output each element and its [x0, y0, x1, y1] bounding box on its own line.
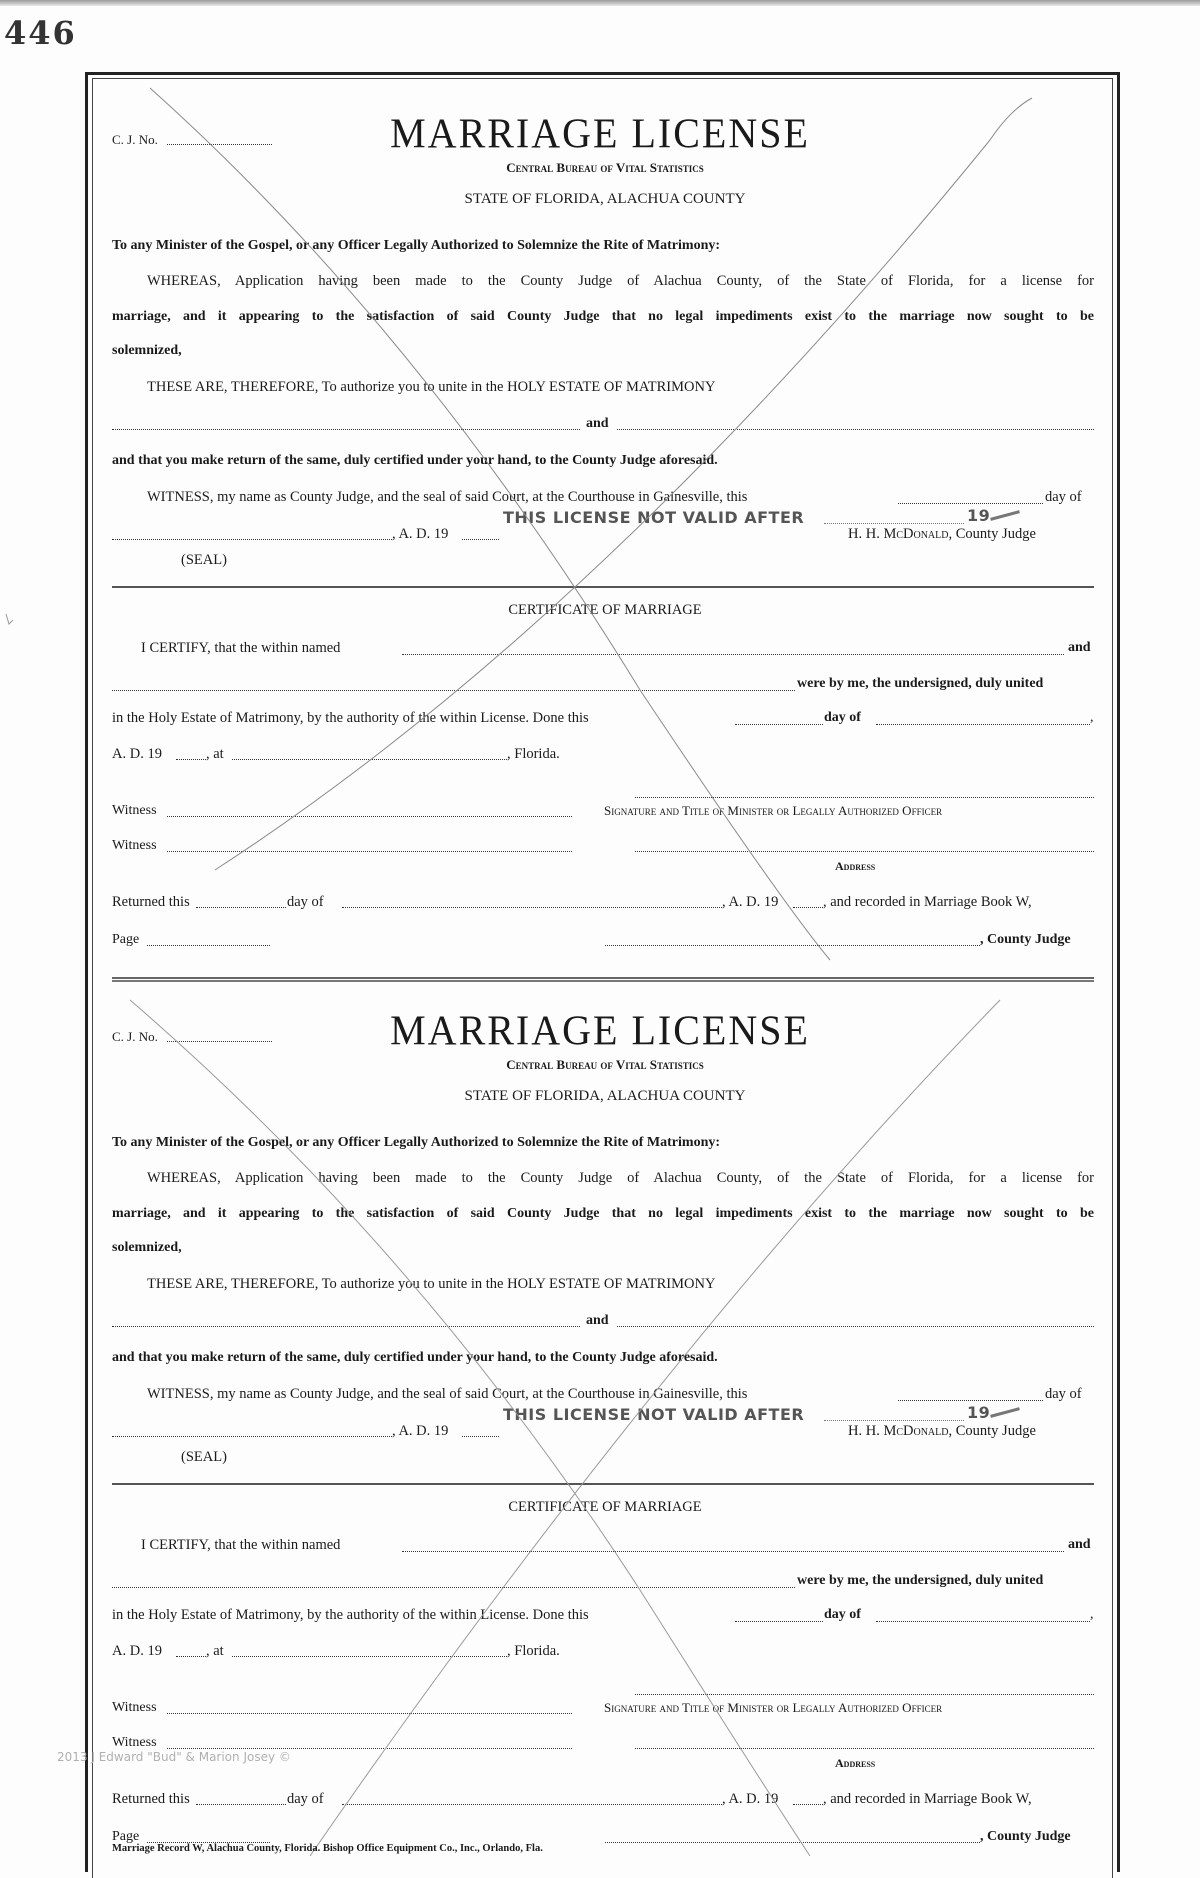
salutation: To any Minister of the Gospel, or any Officer Legally Authorized to Solemnize the Rite of Matrimony: [112, 1135, 721, 1150]
cert-florida: , Florida. [507, 746, 560, 762]
county-judge-label: , County Judge [980, 932, 1071, 947]
bride-name-field[interactable] [617, 429, 1094, 430]
returned-ad: , A. D. 19 [722, 1791, 779, 1807]
bride-name-field[interactable] [617, 1326, 1094, 1327]
witness-1-label: Witness [112, 803, 157, 818]
cert-ad-year: A. D. 19 [112, 746, 162, 762]
returned-this: Returned this [112, 894, 190, 910]
witness-1-field[interactable] [167, 1713, 572, 1714]
whereas-line-2: marriage, and it appearing to the satisfaction of said County Judge that no legal impediments exist to the marriage now sought to be [112, 309, 1094, 324]
witness-2-field[interactable] [167, 851, 572, 852]
page-number: 446 [4, 14, 77, 52]
ad-year-field[interactable] [462, 539, 499, 540]
stamp-scribble [990, 1407, 1020, 1418]
certificate-title: CERTIFICATE OF MARRIAGE [508, 602, 702, 618]
judge-title: , County Judge [948, 526, 1036, 542]
whereas-line-1: WHEREAS, Application having been made to the County Judge of Alachua County, of the State of Florida, for a license for [147, 1170, 1094, 1186]
returned-year-field[interactable] [793, 1804, 823, 1805]
returned-this: Returned this [112, 1791, 190, 1807]
cert-ad-year: A. D. 19 [112, 1643, 162, 1659]
address-caption: Address [835, 859, 876, 873]
license-separator [112, 977, 1094, 982]
certify-and: and [1068, 1537, 1091, 1552]
page-label: Page [112, 1829, 140, 1844]
validity-stamp: THIS LICENSE NOT VALID AFTER [503, 1405, 805, 1424]
cj-number-label: C. J. No. [112, 1029, 158, 1044]
groom-name-field[interactable] [112, 1326, 580, 1327]
done-comma: , [1090, 710, 1094, 725]
officer-signature-field[interactable] [635, 1694, 1094, 1695]
witness-day-field[interactable] [898, 1400, 1043, 1401]
certify-statement: I CERTIFY, that the within named [141, 1537, 341, 1553]
license-title: MARRIAGE LICENSE [390, 109, 810, 158]
witness-month-field[interactable] [112, 539, 392, 540]
license-title: MARRIAGE LICENSE [390, 1006, 810, 1055]
done-month-field[interactable] [876, 724, 1090, 725]
officer-address-field[interactable] [635, 1748, 1094, 1749]
whereas-line-3: solemnized, [112, 1240, 182, 1255]
witness-day-field[interactable] [898, 503, 1043, 504]
cert-year-field[interactable] [176, 1656, 206, 1657]
judge-signature [848, 1423, 1036, 1440]
holy-estate-statement: in the Holy Estate of Matrimony, by the authority of the within License. Done this [112, 710, 589, 726]
witness-day-of: day of [1045, 489, 1082, 505]
cert-florida: , Florida. [507, 1643, 560, 1659]
done-day-of: day of [824, 1607, 861, 1622]
certify-name-field[interactable] [402, 654, 1064, 655]
address-caption: Address [835, 1756, 876, 1770]
certify-second-name-field[interactable] [112, 690, 795, 691]
recorded-in-book: , and recorded in Marriage Book W, [823, 894, 1032, 910]
ad-year-label: , A. D. 19 [392, 526, 449, 542]
return-instruction: and that you make return of the same, duly certified under your hand, to the County Judge aforesaid. [112, 1350, 718, 1365]
certify-second-name-field[interactable] [112, 1587, 795, 1588]
validity-stamp-year: 19 [967, 1403, 991, 1422]
validity-date-field[interactable] [824, 1420, 964, 1421]
page-label: Page [112, 932, 140, 947]
and-connector: and [586, 1313, 609, 1328]
cert-year-field[interactable] [176, 759, 206, 760]
groom-name-field[interactable] [112, 429, 580, 430]
witness-1-field[interactable] [167, 816, 572, 817]
validity-date-field[interactable] [824, 523, 964, 524]
validity-stamp-year: 19 [967, 506, 991, 525]
signature-caption: Signature and Title of Minister or Legally Authorized Officer [604, 1700, 943, 1715]
salutation: To any Minister of the Gospel, or any Officer Legally Authorized to Solemnize the Rite of Matrimony: [112, 238, 721, 253]
cert-place-field[interactable] [232, 1656, 507, 1657]
done-comma: , [1090, 1607, 1094, 1622]
done-day-of: day of [824, 710, 861, 725]
section-divider [112, 586, 1094, 588]
cj-number-label: C. J. No. [112, 132, 158, 147]
cert-at: , at [206, 746, 224, 762]
witness-2-label: Witness [112, 838, 157, 853]
certify-and: and [1068, 640, 1091, 655]
signature-caption: Signature and Title of Minister or Legally Authorized Officer [604, 803, 943, 818]
returned-day-of: day of [287, 894, 324, 910]
ad-year-field[interactable] [462, 1436, 499, 1437]
these-are-therefore: THESE ARE, THEREFORE, To authorize you to unite in the HOLY ESTATE OF MATRIMONY [147, 1276, 716, 1292]
witness-month-field[interactable] [112, 1436, 392, 1437]
judge-title: , County Judge [948, 1423, 1036, 1439]
officer-address-field[interactable] [635, 851, 1094, 852]
judge-name: H. H. McDonald [848, 1423, 949, 1439]
certify-name-field[interactable] [402, 1551, 1064, 1552]
officer-signature-field[interactable] [635, 797, 1094, 798]
done-day-field[interactable] [735, 1621, 823, 1622]
cert-place-field[interactable] [232, 759, 507, 760]
returned-day-of: day of [287, 1791, 324, 1807]
marriage-license-2 [0, 897, 1200, 1844]
witness-1-label: Witness [112, 1700, 157, 1715]
holy-estate-statement: in the Holy Estate of Matrimony, by the authority of the within License. Done this [112, 1607, 589, 1623]
ad-year-label: , A. D. 19 [392, 1423, 449, 1439]
recorded-in-book: , and recorded in Marriage Book W, [823, 1791, 1032, 1807]
section-divider [112, 1483, 1094, 1485]
copyright-watermark: 2013 J Edward "Bud" & Marion Josey © [57, 1750, 291, 1764]
witness-statement: WITNESS, my name as County Judge, and the seal of said Court, at the Courthouse in Gainesville, this [147, 1386, 748, 1402]
done-day-field[interactable] [735, 724, 823, 725]
witness-day-of: day of [1045, 1386, 1082, 1402]
seal-label: (SEAL) [181, 1449, 227, 1465]
judge-signature-field[interactable] [605, 1842, 980, 1843]
certify-statement: I CERTIFY, that the within named [141, 640, 341, 656]
stamp-scribble [990, 510, 1020, 521]
were-by-me: were by me, the undersigned, duly united [797, 676, 1044, 691]
seal-label: (SEAL) [181, 552, 227, 568]
whereas-line-3: solemnized, [112, 343, 182, 358]
return-instruction: and that you make return of the same, duly certified under your hand, to the County Judge aforesaid. [112, 453, 718, 468]
judge-signature [848, 526, 1036, 543]
whereas-line-1: WHEREAS, Application having been made to the County Judge of Alachua County, of the State of Florida, for a license for [147, 273, 1094, 289]
were-by-me: were by me, the undersigned, duly united [797, 1573, 1044, 1588]
judge-name: H. H. McDonald [848, 526, 949, 542]
done-month-field[interactable] [876, 1621, 1090, 1622]
certificate-title: CERTIFICATE OF MARRIAGE [508, 1499, 702, 1515]
whereas-line-2: marriage, and it appearing to the satisfaction of said County Judge that no legal impediments exist to the marriage now sought to be [112, 1206, 1094, 1221]
county-judge-label: , County Judge [980, 1829, 1071, 1844]
returned-month-field[interactable] [342, 1804, 722, 1805]
bureau-subtitle: Central Bureau of Vital Statistics [506, 1057, 704, 1072]
and-connector: and [586, 416, 609, 431]
these-are-therefore: THESE ARE, THEREFORE, To authorize you to unite in the HOLY ESTATE OF MATRIMONY [147, 379, 716, 395]
printer-footer: Marriage Record W, Alachua County, Florida. Bishop Office Equipment Co., Inc., Orlando, Fla. [112, 1843, 543, 1854]
validity-stamp: THIS LICENSE NOT VALID AFTER [503, 508, 805, 527]
witness-statement: WITNESS, my name as County Judge, and the seal of said Court, at the Courthouse in Gainesville, this [147, 489, 748, 505]
state-county: STATE OF FLORIDA, ALACHUA COUNTY [464, 191, 746, 207]
witness-2-field[interactable] [167, 1748, 572, 1749]
state-county: STATE OF FLORIDA, ALACHUA COUNTY [464, 1088, 746, 1104]
witness-2-label: Witness [112, 1735, 157, 1750]
returned-day-field[interactable] [196, 1804, 286, 1805]
cert-at: , at [206, 1643, 224, 1659]
returned-ad: , A. D. 19 [722, 894, 779, 910]
bureau-subtitle: Central Bureau of Vital Statistics [506, 160, 704, 175]
